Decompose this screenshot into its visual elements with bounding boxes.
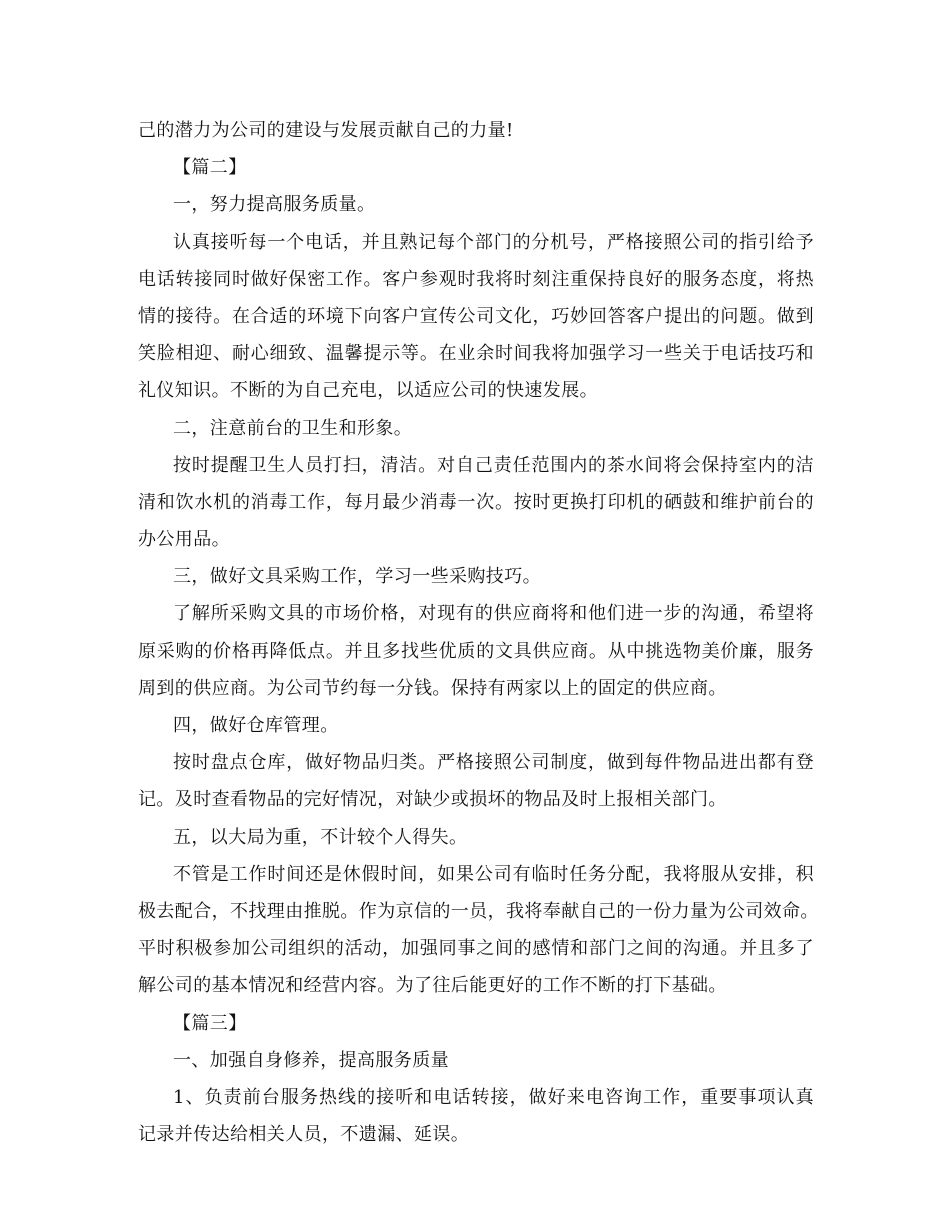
paragraph-line: 极去配合，不找理由推脱。作为京信的一员，我将奉献自己的一份力量为公司效命。	[138, 900, 819, 922]
section-heading: 【篇二】	[173, 157, 247, 179]
paragraph-line: 平时积极参加公司组织的活动，加强同事之间的感情和部门之间的沟通。并且多了	[138, 938, 814, 960]
paragraph-line: 记。及时查看物品的完好情况，对缺少或损坏的物品及时上报相关部门。	[138, 789, 727, 811]
paragraph-line: 了解所采购文具的市场价格，对现有的供应商将和他们进一步的沟通，希望将	[173, 603, 814, 625]
paragraph-line: 礼仪知识。不断的为自己充电，以适应公司的快速发展。	[138, 380, 598, 402]
paragraph-line: 笑脸相迎、耐心细致、温馨提示等。在业余时间我将加强学习一些关于电话技巧和	[138, 343, 814, 365]
paragraph-line: 解公司的基本情况和经营内容。为了往后能更好的工作不断的打下基础。	[138, 975, 727, 997]
paragraph-line: 1、负责前台服务热线的接听和电话转接，做好来电咨询工作，重要事项认真	[173, 1086, 814, 1108]
paragraph-line: 情的接待。在合适的环境下向客户宣传公司文化，巧妙回答客户提出的问题。做到	[138, 305, 814, 327]
paragraph-line: 认真接听每一个电话，并且熟记每个部门的分机号，严格接照公司的指引给予	[173, 231, 814, 253]
paragraph-line: 电话转接同时做好保密工作。客户参观时我将时刻注重保持良好的服务态度，将热	[138, 268, 814, 290]
paragraph-line: 周到的供应商。为公司节约每一分钱。保持有两家以上的固定的供应商。	[138, 677, 727, 699]
subheading-line: 二，注意前台的卫生和形象。	[173, 417, 413, 439]
paragraph-line: 记录并传达给相关人员，不遗漏、延误。	[138, 1124, 470, 1146]
subheading-line: 一、加强自身修养，提高服务质量	[173, 1049, 449, 1071]
paragraph-line: 不管是工作时间还是休假时间，如果公司有临时任务分配，我将服从安排，积	[173, 863, 814, 885]
paragraph-line: 按时盘点仓库，做好物品归类。严格接照公司制度，做到每件物品进出都有登	[173, 752, 814, 774]
subheading-line: 五，以大局为重，不计较个人得失。	[173, 826, 468, 848]
section-heading: 【篇三】	[173, 1012, 247, 1034]
paragraph-line: 按时提醒卫生人员打扫，清洁。对自己责任范围内的茶水间将会保持室内的洁	[173, 454, 814, 476]
paragraph-line: 己的潜力为公司的建设与发展贡献自己的力量!	[138, 120, 514, 141]
subheading-line: 三，做好文具采购工作，学习一些采购技巧。	[173, 566, 541, 588]
paragraph-line: 清和饮水机的消毒工作，每月最少消毒一次。按时更换打印机的硒鼓和维护前台的	[138, 491, 814, 513]
document-body	[138, 112, 819, 1153]
paragraph-line: 原采购的价格再降低点。并且多找些优质的文具供应商。从中挑选物美价廉，服务	[138, 640, 814, 662]
paragraph-line: 办公用品。	[138, 529, 230, 551]
subheading-line: 四，做好仓库管理。	[173, 715, 339, 736]
subheading-line: 一，努力提高服务质量。	[173, 194, 376, 216]
